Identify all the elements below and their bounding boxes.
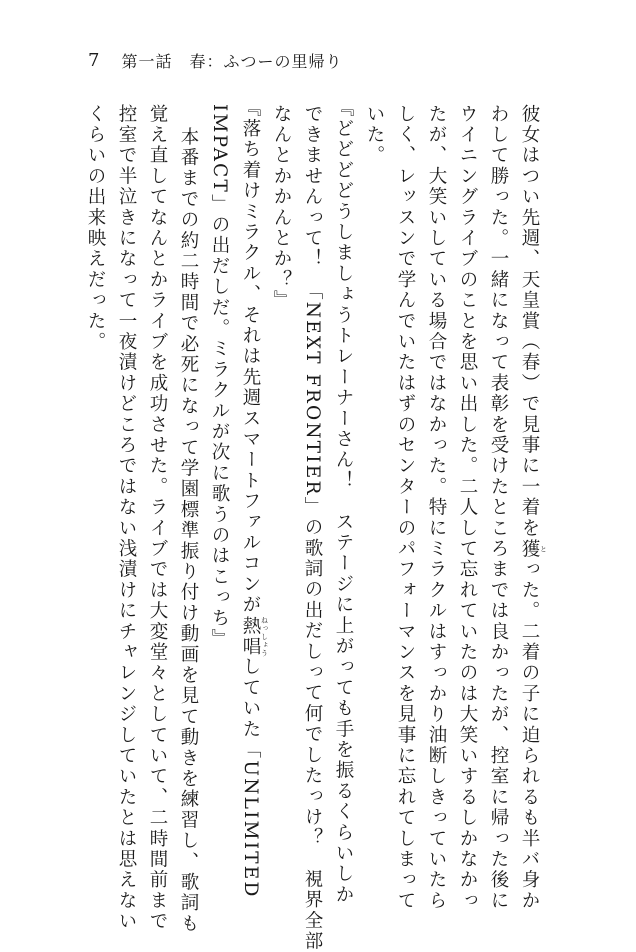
- text-column: くらいの出来映えだった。: [85, 104, 106, 353]
- furigana: 獲 と: [519, 538, 548, 560]
- running-title: 第一話 春：ふつーの里帰り: [121, 51, 343, 71]
- text-column: 彼女はつい先週、天皇賞（春）で見事に一着を獲 とった。二着の子に迫られるも半バ身か: [519, 104, 548, 912]
- text-column: 覚え直してなんとかライブを成功させた。ライブでは大変堂々としていて、二時間前まで: [147, 104, 168, 932]
- text-column: IMPACT」の出だしだ。ミラクルが次に歌うのはこっち』: [209, 104, 230, 650]
- text-column: できませんって！ 「NEXT FRONTIER」の歌詞の出だしって何でしたっけ？ 視界全部: [302, 104, 323, 952]
- text-column: なんとかかんとか？』: [271, 104, 292, 311]
- text-column: しく、レッスンで学んでいたはずのセンターのパフォーマンスを見事に忘れてしまって: [395, 104, 416, 912]
- text-column: 本番までの約二時間で必死になって学園標準振り付け動画を見て動きを練習し、歌詞も: [178, 127, 199, 935]
- running-header: [88, 48, 342, 72]
- text-column: わして勝った。一緒になって表彰を受けたところまでは良かったが、控室に帰った後に: [488, 104, 509, 912]
- page-number: 7: [88, 49, 100, 71]
- furigana: 熱唱 ねっしょう: [240, 615, 269, 657]
- text-column: 『どどどどうしましょうトレーナーさん！ ステージに上がっても手を振るくらいしか: [333, 98, 354, 906]
- text-column: ウイニングライブのことを思い出した。二人して忘れていたのは大笑いするしかなかっ: [457, 104, 478, 912]
- text-column: 『落ち着けミラクル、それは先週スマートファルコンが熱唱 ねっしょうしていた「UNLIMITED: [240, 98, 269, 899]
- text-column: 控室で半泣きになって一夜漬けどころではない浅漬けにチャレンジしていたとは思えない: [116, 104, 137, 932]
- text-column: たが、大笑いしている場合ではなかった。特にミラクルはすっかり油断しきっていたら: [426, 104, 447, 912]
- text-column: いた。: [364, 104, 385, 167]
